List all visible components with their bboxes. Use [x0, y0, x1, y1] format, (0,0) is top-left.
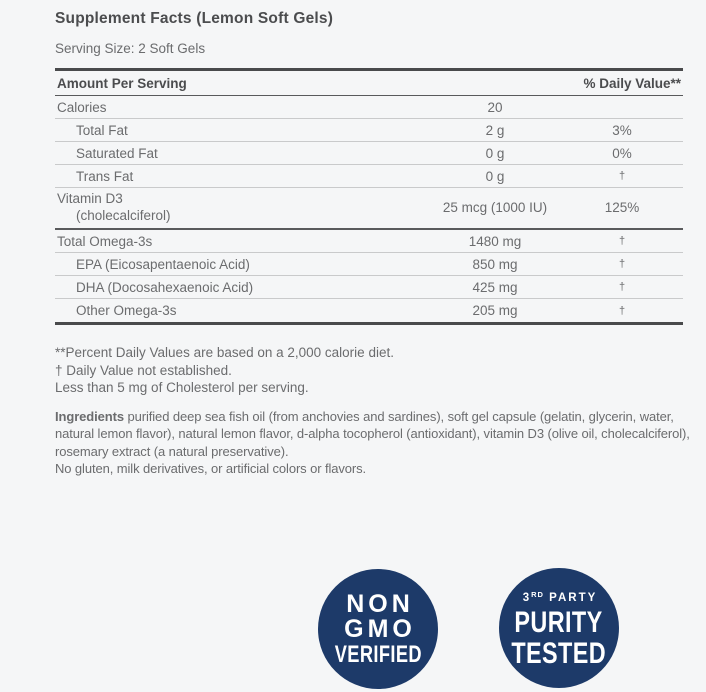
amount-per-serving-header: Amount Per Serving [57, 75, 187, 91]
ingredients-paragraph [55, 408, 700, 478]
tested-line: TESTED [511, 636, 607, 670]
row-daily-value: † [618, 170, 626, 182]
row-daily-value: † [618, 304, 626, 317]
row-amount: 850 mg [472, 256, 518, 272]
table-row-epa [55, 253, 683, 276]
non-gmo-line1: NON [346, 589, 414, 618]
row-amount: 1480 mg [468, 233, 522, 249]
non-gmo-verified-badge [318, 569, 438, 689]
row-label-main: Vitamin D3 [57, 191, 123, 206]
allergen-note: No gluten, milk derivatives, or artificial colors or flavors. [55, 461, 367, 476]
footnotes [55, 344, 695, 397]
non-gmo-line3: VERIFIED [334, 640, 422, 668]
table-row-trans-fat [55, 165, 683, 188]
row-amount: 0 g [485, 168, 505, 184]
footnote-dagger: † Daily Value not established. [55, 362, 232, 378]
footnote-daily-value: **Percent Daily Values are based on a 2,000 calorie diet. [55, 345, 394, 360]
row-label [55, 191, 429, 224]
row-label-sub: (cholecalciferol) [76, 207, 171, 223]
third-party-number: 3 [522, 591, 532, 604]
footnote-cholesterol: Less than 5 mg of Cholesterol per serving. [55, 380, 309, 395]
table-row-total-omega-3s [55, 230, 683, 253]
row-label: DHA (Docosahexaenoic Acid) [76, 279, 254, 295]
row-daily-value: † [618, 281, 626, 293]
row-amount: 25 mcg (1000 IU) [442, 200, 548, 215]
row-daily-value: † [618, 235, 626, 247]
third-party-purity-tested-badge [499, 568, 619, 688]
ingredients-label: Ingredients [55, 408, 124, 424]
third-party-word: PARTY [549, 591, 598, 604]
table-row-calories [55, 96, 683, 119]
row-amount: 205 mg [472, 303, 518, 318]
row-daily-value: 3% [612, 122, 632, 138]
table-row-total-fat [55, 119, 683, 142]
row-amount: 2 g [485, 122, 505, 138]
row-amount: 425 mg [472, 279, 518, 295]
daily-value-header: % Daily Value** [583, 75, 681, 91]
purity-line: PURITY [514, 605, 604, 639]
row-label: EPA (Eicosapentaenoic Acid) [76, 256, 250, 272]
row-label: Calories [57, 99, 107, 115]
third-party-line [521, 588, 598, 605]
serving-size: Serving Size: 2 Soft Gels [55, 41, 206, 56]
third-party-ordinal: RD [531, 589, 544, 599]
table-row-other-omega-3s [55, 299, 683, 322]
row-daily-value: 0% [612, 145, 632, 161]
table-row-dha [55, 276, 683, 299]
row-amount: 0 g [485, 145, 505, 161]
ingredients-list: purified deep sea fish oil (from anchovies and sardines), soft gel capsule (gelatin, glycerin, water, natural lemon flavor), natural lemon flavor, d-alpha tocopherol (antioxidant), vitamin D3 (olive oil, cholecalciferol), rosemary extract (a natural preservative). [55, 408, 690, 459]
row-label: Trans Fat [76, 168, 134, 184]
row-label: Total Fat [76, 122, 128, 138]
non-gmo-line2: GMO [344, 614, 416, 643]
page-title: Supplement Facts (Lemon Soft Gels) [55, 10, 334, 27]
row-label: Saturated Fat [76, 145, 158, 161]
table-header-row [55, 71, 683, 96]
facts-table [55, 68, 683, 325]
row-daily-value: † [618, 258, 626, 270]
table-row-vitamin-d3 [55, 188, 683, 230]
row-amount: 20 [487, 99, 503, 115]
ingredients-text [55, 408, 700, 461]
row-label: Total Omega-3s [57, 233, 153, 249]
label-content [55, 10, 690, 478]
table-row-saturated-fat [55, 142, 683, 165]
row-label: Other Omega-3s [76, 303, 177, 318]
row-daily-value: 125% [604, 200, 640, 215]
